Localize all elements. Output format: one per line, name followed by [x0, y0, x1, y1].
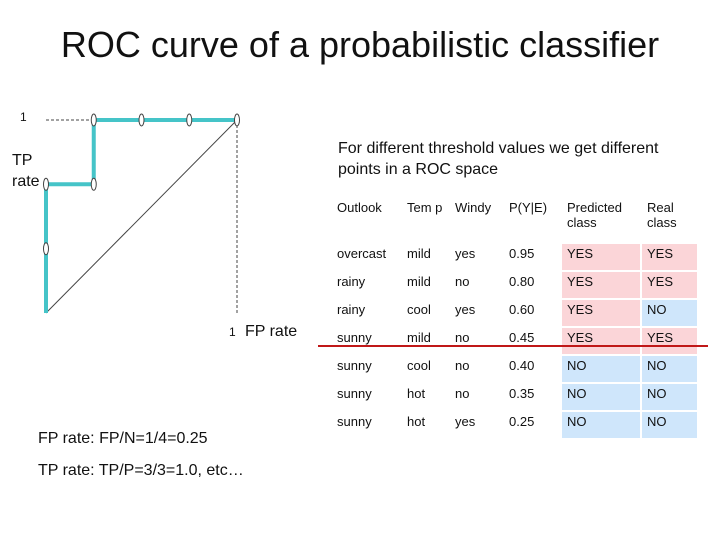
cell-temp: mild	[407, 330, 431, 345]
prediction-table	[330, 196, 699, 440]
header-real: Real class	[647, 200, 677, 230]
table-row	[332, 412, 697, 438]
cell-temp: cool	[407, 302, 431, 317]
header-temp: Tem p	[407, 200, 443, 215]
cell-real: YES	[642, 244, 697, 270]
cell-outlook: sunny	[337, 386, 372, 401]
cell-real: NO	[642, 300, 697, 326]
roc-point-marker	[139, 114, 144, 126]
cell-windy: no	[455, 386, 470, 401]
cell-prob: 0.35	[509, 386, 535, 401]
cell-predicted: YES	[562, 244, 640, 270]
cell-prob: 0.60	[509, 302, 535, 317]
cell-real: NO	[642, 356, 697, 382]
x-axis-label: FP rate	[245, 323, 298, 340]
cell-windy: yes	[455, 302, 476, 317]
cell-prob: 0.25	[509, 414, 535, 429]
cell-temp: cool	[407, 358, 431, 373]
y-axis-label-line1: TP	[12, 152, 33, 169]
cell-temp: mild	[407, 274, 431, 289]
y-axis-label	[12, 150, 40, 192]
cell-windy: no	[455, 274, 470, 289]
cell-real: NO	[642, 384, 697, 410]
table-row	[332, 328, 697, 354]
cell-predicted: NO	[562, 384, 640, 410]
cell-prob: 0.95	[509, 246, 535, 261]
cell-outlook: rainy	[337, 274, 366, 289]
header-prob: P(Y|E)	[509, 200, 548, 215]
table-row	[332, 272, 697, 298]
header-windy: Windy	[455, 200, 492, 215]
cell-outlook: overcast	[337, 246, 387, 261]
roc-point-marker	[91, 114, 96, 126]
cell-prob: 0.45	[509, 330, 535, 345]
table-row	[332, 300, 697, 326]
cell-outlook: sunny	[337, 358, 372, 373]
cell-temp: hot	[407, 414, 426, 429]
threshold-cut-line	[318, 345, 708, 347]
fp-rate-formula: FP rate: FP/N=1/4=0.25	[38, 430, 208, 447]
cell-temp: mild	[407, 246, 431, 261]
cell-predicted: YES	[562, 328, 640, 354]
cell-prob: 0.80	[509, 274, 535, 289]
cell-predicted: NO	[562, 412, 640, 438]
cell-windy: no	[455, 330, 470, 345]
roc-point-marker	[44, 178, 49, 190]
cell-windy: yes	[455, 246, 476, 261]
cell-predicted: YES	[562, 300, 640, 326]
roc-point-marker	[235, 114, 240, 126]
tp-rate-formula: TP rate: TP/P=3/3=1.0, etc…	[38, 462, 244, 479]
cell-outlook: sunny	[337, 330, 372, 345]
cell-predicted: YES	[562, 272, 640, 298]
page-title: ROC curve of a probabilistic classifier	[60, 24, 660, 65]
header-predicted: Predicted class	[567, 200, 622, 230]
roc-point-marker	[187, 114, 192, 126]
cell-real: YES	[642, 328, 697, 354]
roc-point-marker	[91, 178, 96, 190]
cell-outlook: sunny	[337, 414, 372, 429]
cell-real: YES	[642, 272, 697, 298]
subtitle: For different threshold values we get different points in a ROC space	[338, 140, 659, 178]
y-tick-label: 1	[20, 110, 27, 124]
header-outlook: Outlook	[337, 200, 382, 215]
cell-predicted: NO	[562, 356, 640, 382]
diagonal-line	[46, 120, 237, 313]
cell-outlook: rainy	[337, 302, 366, 317]
y-axis-label-line2: rate	[12, 173, 40, 190]
cell-real: NO	[642, 412, 697, 438]
cell-prob: 0.40	[509, 358, 535, 373]
table-row	[332, 384, 697, 410]
cell-windy: no	[455, 358, 470, 373]
roc-point-marker	[44, 243, 49, 255]
x-tick-label: 1	[229, 325, 236, 339]
table-row	[332, 356, 697, 382]
cell-windy: yes	[455, 414, 476, 429]
table-header-row	[332, 198, 697, 242]
table-row	[332, 244, 697, 270]
cell-temp: hot	[407, 386, 426, 401]
